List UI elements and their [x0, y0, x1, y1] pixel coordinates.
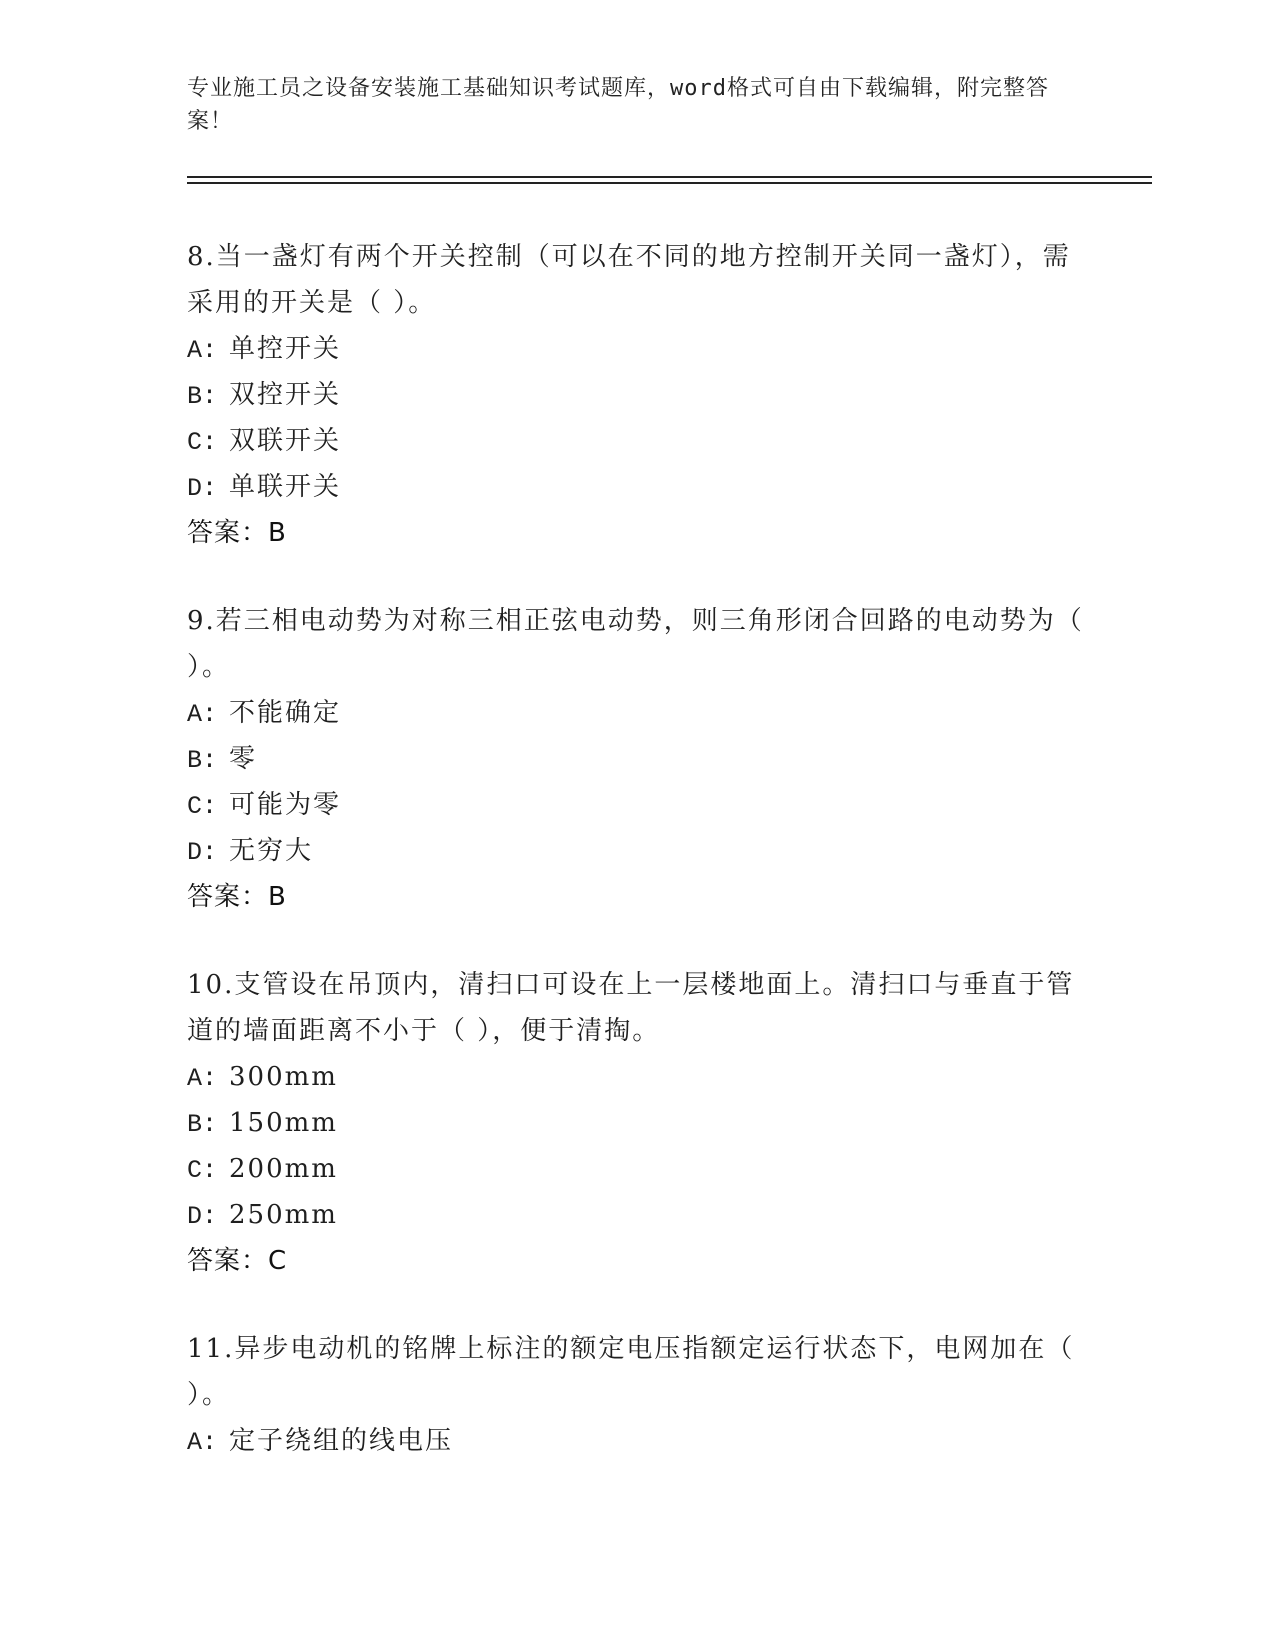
option-text: 双联开关	[229, 426, 342, 456]
document-header: 专业施工员之设备安装施工基础知识考试题库，word格式可自由下载编辑，附完整答案！	[187, 76, 1049, 134]
answer-line: 答案：C	[187, 1246, 288, 1276]
option-text: 单控开关	[229, 334, 342, 364]
option-key: A:	[187, 1064, 218, 1093]
option-text: 定子绕组的线电压	[229, 1426, 454, 1456]
option-d	[187, 464, 1087, 510]
question-block	[187, 234, 1087, 556]
question-stem: 11.异步电动机的铭牌上标注的额定电压指额定运行状态下，电网加在（ ）。	[187, 1334, 1075, 1410]
option-b	[187, 736, 1087, 782]
answer-line: 答案：B	[187, 882, 287, 912]
option-a	[187, 1418, 1087, 1464]
option-key: B:	[187, 382, 218, 411]
option-text: 可能为零	[229, 790, 342, 820]
header-divider-bottom	[187, 182, 1152, 184]
option-key: B:	[187, 1110, 218, 1139]
question-stem: 10.支管设在吊顶内，清扫口可设在上一层楼地面上。清扫口与垂直于管道的墙面距离不小于（ ），便于清掏。	[187, 970, 1075, 1046]
question-block	[187, 598, 1087, 920]
option-key: D:	[187, 838, 218, 867]
option-b	[187, 1100, 1087, 1146]
option-d	[187, 1192, 1087, 1238]
answer-line: 答案：B	[187, 518, 287, 548]
option-a	[187, 1054, 1087, 1100]
question-block	[187, 1326, 1087, 1464]
option-text: 不能确定	[229, 698, 342, 728]
option-text: 无穷大	[229, 836, 314, 866]
option-c	[187, 418, 1087, 464]
question-stem: 8.当一盏灯有两个开关控制（可以在不同的地方控制开关同一盏灯），需采用的开关是（ ）。	[187, 242, 1071, 318]
option-a	[187, 690, 1087, 736]
option-key: B:	[187, 746, 218, 775]
header-divider-top	[187, 176, 1152, 178]
option-text: 150mm	[229, 1108, 338, 1138]
question-block	[187, 962, 1087, 1284]
option-key: C:	[187, 792, 218, 821]
option-text: 零	[229, 744, 258, 774]
option-b	[187, 372, 1087, 418]
option-key: C:	[187, 428, 218, 457]
option-a	[187, 326, 1087, 372]
option-key: D:	[187, 474, 218, 503]
option-d	[187, 828, 1087, 874]
option-c	[187, 782, 1087, 828]
option-key: A:	[187, 336, 218, 365]
option-key: A:	[187, 1428, 218, 1457]
option-key: C:	[187, 1156, 218, 1185]
question-stem: 9.若三相电动势为对称三相正弦电动势，则三角形闭合回路的电动势为（ ）。	[187, 606, 1084, 682]
option-text: 250mm	[229, 1200, 338, 1230]
option-key: A:	[187, 700, 218, 729]
option-key: D:	[187, 1202, 218, 1231]
option-text: 200mm	[229, 1154, 338, 1184]
option-text: 单联开关	[229, 472, 342, 502]
option-text: 双控开关	[229, 380, 342, 410]
option-text: 300mm	[229, 1062, 338, 1092]
option-c	[187, 1146, 1087, 1192]
